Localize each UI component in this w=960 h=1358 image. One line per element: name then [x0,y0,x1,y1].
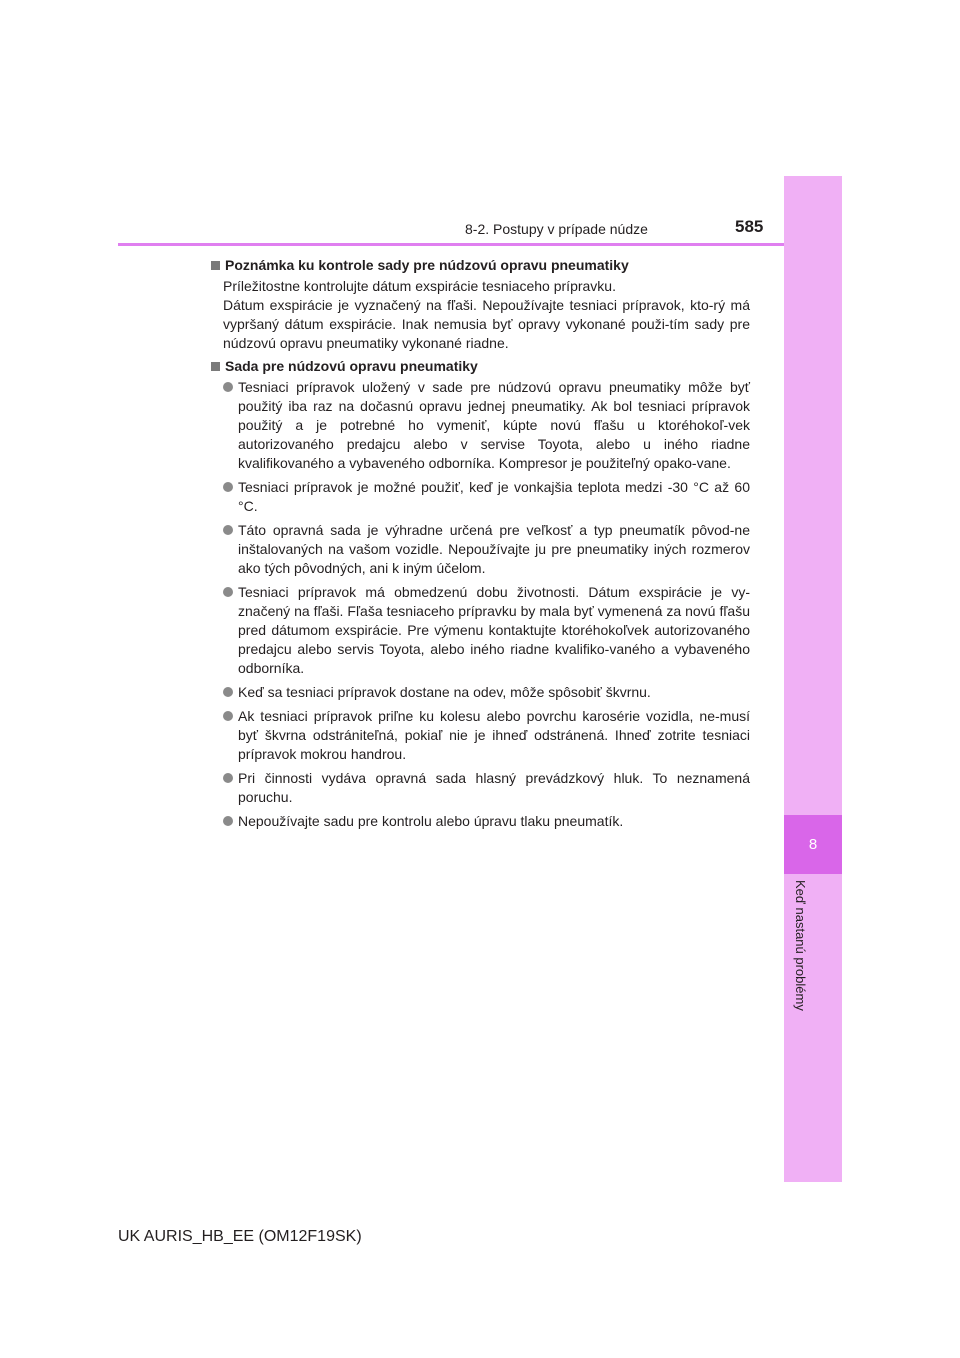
list-item-text: Nepoužívajte sadu pre kontrolu alebo úpravu tlaku pneumatík. [238,813,624,829]
section-heading [210,357,750,376]
bullet-list [223,378,750,831]
page-number: 585 [735,217,764,236]
list-item [223,478,750,516]
list-item-text: Keď sa tesniaci prípravok dostane na odev, môže spôsobiť škvrnu. [238,684,651,700]
list-item-text: Tesniaci prípravok uložený v sade pre núdzovú opravu pneumatiky môže byť použitý iba raz na dočasnú opravu jednej pneumatiky. Ak bol tesniaci prípravok použitý a je potrebné ho vymeniť, kúpte novú fľašu u ktoréhokoľ-vek autorizovaného predajcu alebo v servise Toyota, alebo u iného riadne kvalifikovaného a vybaveného odborníka. Kompresor je použiteľný opako-vane. [238,379,750,471]
list-item-text: Tesniaci prípravok je možné použiť, keď je vonkajšia teplota medzi -30 °C až 60 °C. [238,479,750,514]
square-bullet-icon [211,362,220,371]
round-bullet-icon [223,482,233,492]
round-bullet-icon [223,711,233,721]
section-heading-text: Poznámka ku kontrole sady pre núdzovú opravu pneumatiky [225,257,629,273]
section-heading [210,256,750,275]
chapter-label: Keď nastanú problémy [793,880,808,1011]
page-content [210,256,750,836]
round-bullet-icon [223,525,233,535]
header-divider [118,243,784,246]
section-tire-repair-kit [210,357,750,831]
section-tire-kit-check-note [210,256,750,353]
list-item [223,812,750,831]
round-bullet-icon [223,587,233,597]
list-item [223,583,750,678]
round-bullet-icon [223,687,233,697]
list-item [223,707,750,764]
section-body [223,277,750,353]
paragraph: Dátum exspirácie je vyznačený na fľaši. Nepoužívajte tesniaci prípravok, kto-rý má vypršaný dátum exspirácie. Inak nemusia byť opravy vykonané použi-tím sady pre núdzovú opravu pneumatiky vykonané riadne. [223,297,750,351]
section-heading-text: Sada pre núdzovú opravu pneumatiky [225,358,478,374]
list-item-text: Tesniaci prípravok má obmedzenú dobu životnosti. Dátum exspirácie je vy-značený na fľaši. Fľaša tesniaceho prípravku by mala byť vymenená za novú fľašu pred dátumom exspirácie. Pre výmenu kontaktujte ktoréhokoľvek autorizovaného predajcu alebo servis Toyota, alebo iného riadne kvalifiko-vaného a vybaveného odborníka. [238,584,750,676]
chapter-number-tab[interactable]: 8 [784,815,842,874]
chapter-side-tab [784,176,842,1182]
list-item [223,769,750,807]
section-title: 8-2. Postupy v prípade núdze [465,221,648,237]
paragraph: Príležitostne kontrolujte dátum exspirácie tesniaceho prípravku. [223,278,616,294]
model-code-footer: UK AURIS_HB_EE (OM12F19SK) [118,1228,362,1245]
list-item [223,521,750,578]
round-bullet-icon [223,773,233,783]
list-item-text: Ak tesniaci prípravok priľne ku kolesu alebo povrchu karosérie vozidla, ne-musí byť škvrna odstrániteľná, pokiaľ nie je ihneď odstránená. Ihneď zotrite tesniaci prípravok mokrou handrou. [238,708,750,762]
list-item [223,683,750,702]
square-bullet-icon [211,261,220,270]
round-bullet-icon [223,382,233,392]
round-bullet-icon [223,816,233,826]
list-item-text: Táto opravná sada je výhradne určená pre veľkosť a typ pneumatík pôvod-ne inštalovaných na vašom vozidle. Nepoužívajte ju pre pneumatiky iných rozmerov ako tých pôvodných, ani k iným účelom. [238,522,750,576]
list-item-text: Pri činnosti vydáva opravná sada hlasný prevádzkový hluk. To neznamená poruchu. [238,770,750,805]
list-item [223,378,750,473]
